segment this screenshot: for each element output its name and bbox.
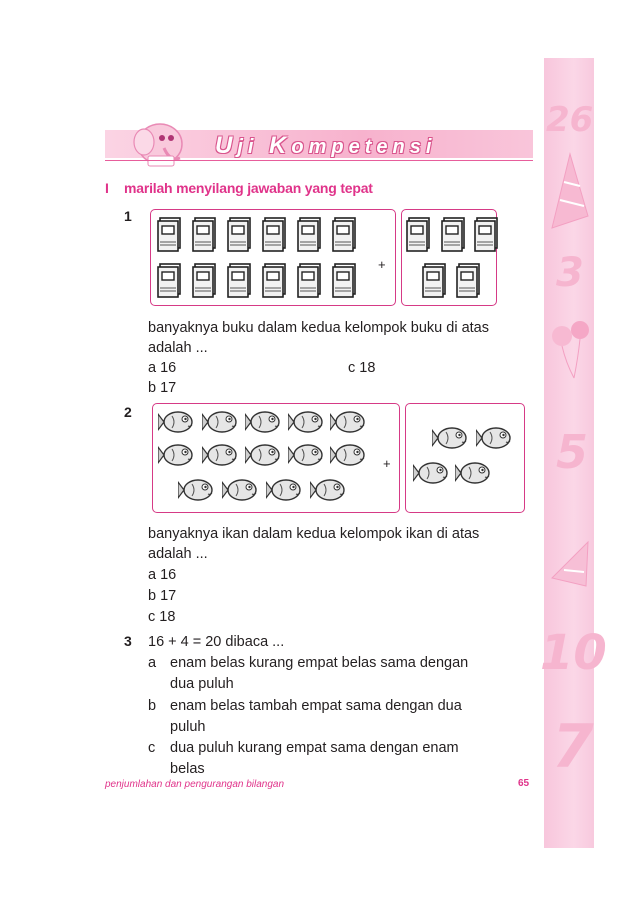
balloons-icon [548, 318, 594, 388]
q3-option-b-line1[interactable]: enam belas tambah empat sama dengan dua [170, 698, 462, 714]
fish-icon-8 [245, 441, 285, 469]
q3-option-c-line2[interactable]: belas [170, 761, 205, 777]
book-icon-right-5 [455, 262, 481, 298]
side-number-3: 3 [556, 250, 584, 296]
book-icon-2 [191, 216, 217, 252]
side-number-10: 10 [540, 625, 607, 681]
book-icon-12 [331, 262, 357, 298]
section-title: marilah menyilang jawaban yang tepat [124, 180, 373, 196]
party-hat-icon [548, 150, 592, 230]
q2-text-line1: banyaknya ikan dalam kedua kelompok ikan di atas [148, 526, 480, 542]
q1-option-b[interactable]: b 17 [148, 380, 177, 396]
fish-icon-3 [245, 408, 285, 436]
fish-icon-4 [288, 408, 328, 436]
fish-icon-right-1 [432, 424, 472, 452]
q2-text-line2: adalah ... [148, 546, 208, 562]
book-icon-6 [331, 216, 357, 252]
fish-icon-right-4 [455, 459, 495, 487]
q3-option-a-line2[interactable]: dua puluh [170, 676, 234, 692]
question-3-number: 3 [124, 633, 132, 649]
q3-option-a-line1[interactable]: enam belas kurang empat belas sama dengan [170, 655, 469, 671]
q3-option-c-line1[interactable]: dua puluh kurang empat sama dengan enam [170, 740, 459, 756]
fish-icon-11 [178, 476, 218, 504]
header-title-letter-u: U [215, 132, 238, 159]
book-icon-right-1 [405, 216, 431, 252]
fish-icon-2 [202, 408, 242, 436]
header-title-part1: ji [237, 136, 270, 158]
q1-option-a[interactable]: a 16 [148, 360, 177, 376]
book-icon-right-3 [473, 216, 499, 252]
q3-option-c-label[interactable]: c [148, 740, 156, 756]
q2-fish-group-right [405, 403, 525, 513]
q2-option-b[interactable]: b 17 [148, 588, 177, 604]
header-title-part2: ompetensi [291, 136, 437, 158]
fish-icon-right-2 [476, 424, 516, 452]
fish-icon-right-3 [413, 459, 453, 487]
book-icon-10 [261, 262, 287, 298]
q3-option-b-line2[interactable]: puluh [170, 719, 206, 735]
book-icon-right-2 [440, 216, 466, 252]
fish-icon-5 [330, 408, 370, 436]
q2-option-a[interactable]: a 16 [148, 567, 177, 583]
q2-option-c[interactable]: c 18 [148, 609, 176, 625]
header-title-letter-k: K [269, 132, 292, 159]
q1-plus-sign: + [378, 257, 386, 272]
footer-page-number: 65 [518, 778, 530, 789]
book-icon-5 [296, 216, 322, 252]
fish-icon-6 [158, 441, 198, 469]
q3-option-a-label[interactable]: a [148, 655, 157, 671]
section-number: I [105, 180, 109, 196]
q3-option-b-label[interactable]: b [148, 698, 157, 714]
fish-icon-10 [330, 441, 370, 469]
question-1-number: 1 [124, 208, 132, 224]
mascot-elephant-icon [130, 118, 190, 170]
side-number-5: 5 [556, 425, 589, 479]
fish-icon-13 [266, 476, 306, 504]
side-number-7: 7 [552, 712, 594, 782]
q1-option-c[interactable]: c 18 [348, 360, 376, 376]
fish-icon-12 [222, 476, 262, 504]
q3-stem: 16 + 4 = 20 dibaca ... [148, 634, 285, 650]
book-icon-4 [261, 216, 287, 252]
cone-hat-icon [550, 538, 592, 588]
fish-icon-7 [202, 441, 242, 469]
header-title [215, 132, 436, 160]
q1-text-line1: banyaknya buku dalam kedua kelompok buku di atas [148, 320, 489, 336]
book-icon-right-4 [421, 262, 447, 298]
book-icon-7 [156, 262, 182, 298]
book-icon-8 [191, 262, 217, 298]
fish-icon-14 [310, 476, 350, 504]
book-icon-1 [156, 216, 182, 252]
header-rule [105, 160, 533, 161]
book-icon-3 [226, 216, 252, 252]
book-icon-9 [226, 262, 252, 298]
question-2-number: 2 [124, 404, 132, 420]
q2-plus-sign: + [383, 456, 391, 471]
footer-chapter-title: penjumlahan dan pengurangan bilangan [105, 779, 285, 790]
fish-icon-1 [158, 408, 198, 436]
fish-icon-9 [288, 441, 328, 469]
side-number-26: 26 [546, 100, 594, 140]
q1-text-line2: adalah ... [148, 340, 208, 356]
book-icon-11 [296, 262, 322, 298]
